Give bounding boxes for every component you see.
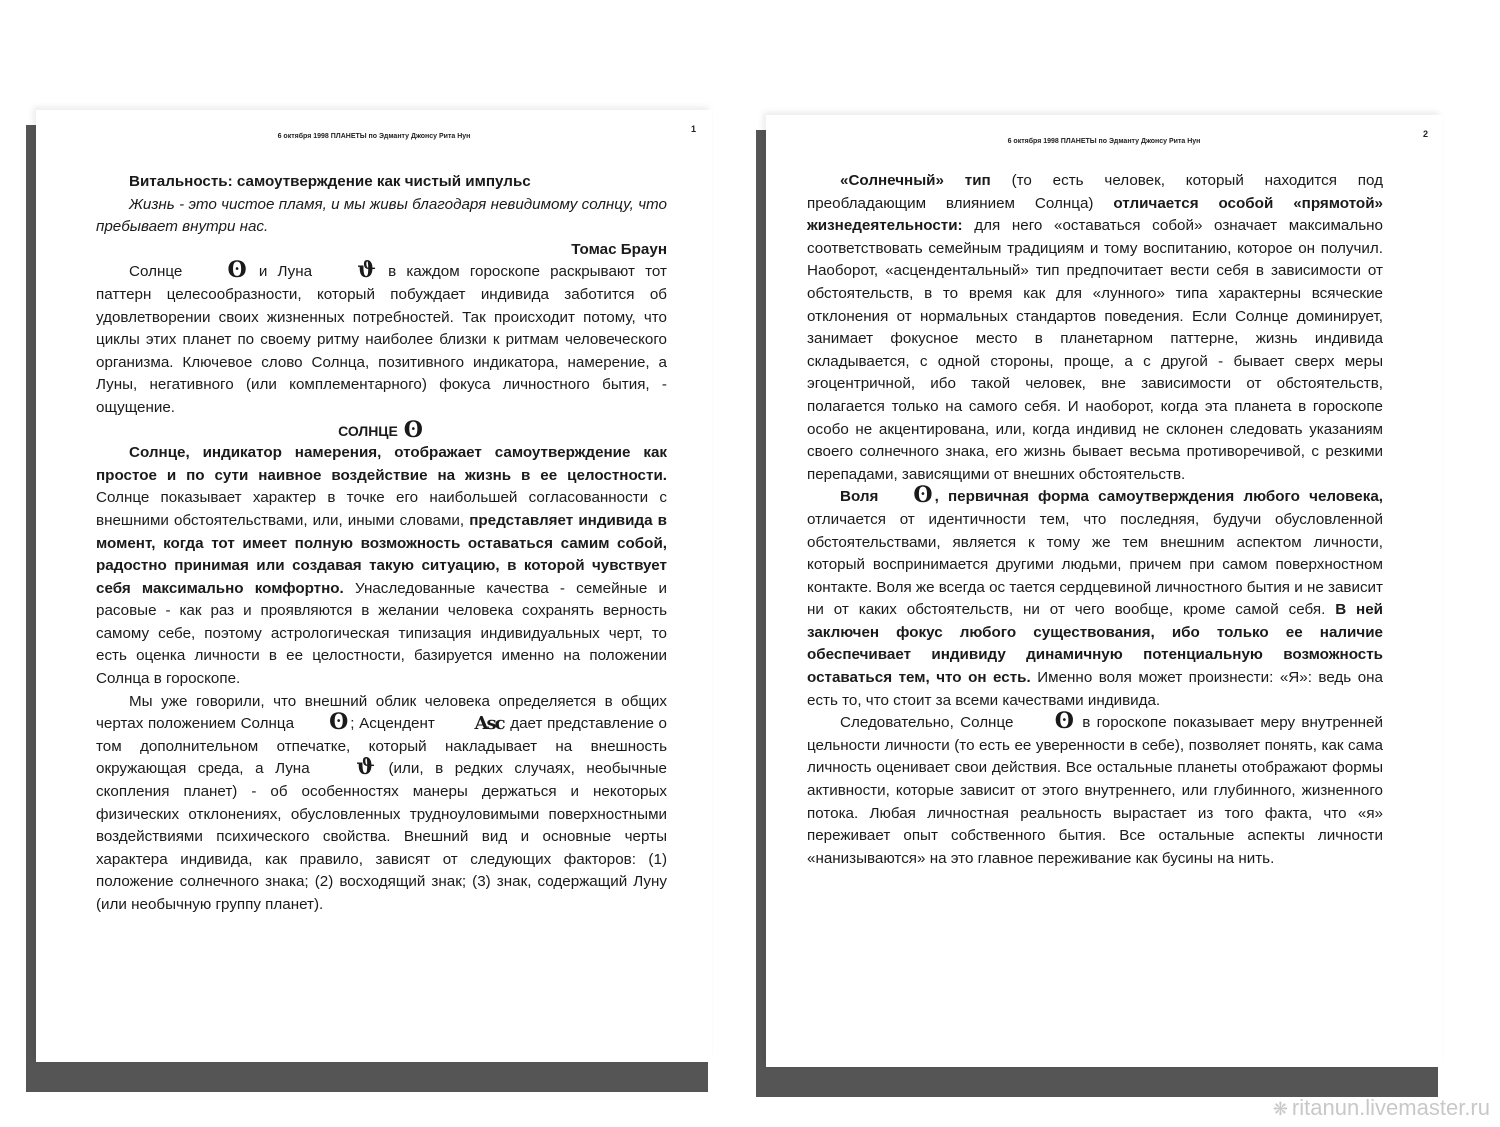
bold-text: Воля [840, 488, 879, 506]
paragraph [807, 708, 1383, 870]
paragraph [96, 691, 667, 917]
text: Мы уже говорили, что внешний облик человека определяется в общих чертах положением Солнца [96, 692, 667, 733]
epigraph-author: Томас Браун [571, 240, 667, 258]
sun-symbol-icon: ʘ [1054, 708, 1074, 735]
sun-symbol-icon: ʘ [403, 416, 423, 443]
text: Именно воля может произнести: «Я»: ведь она есть то, что стоит за всеми качествами индивида. [807, 669, 1384, 709]
paragraph [807, 170, 1383, 486]
sun-symbol-icon: ʘ [329, 709, 349, 736]
page-number: 2 [1422, 129, 1428, 139]
text: Солнце показывает характер в точке его наибольшей согласованности с внешними обстоятельствами, или, иными словами, [96, 489, 667, 529]
text: Следовательно, Солнце [840, 714, 1014, 732]
sun-symbol-icon: ʘ [913, 482, 933, 509]
section-heading: Витальность: самоутверждение как чистый импульс [129, 173, 531, 190]
document-page-2 [766, 115, 1442, 1067]
ascendant-symbol-icon: Asc [474, 713, 504, 735]
flower-icon: ❋ [1272, 1099, 1288, 1119]
page-number: 1 [690, 124, 696, 134]
paragraph [96, 257, 667, 419]
section-title-text: СОЛНЦЕ [338, 422, 398, 439]
bold-text: , первичная форма самоутверждения любого человека, [934, 488, 1383, 506]
text: (или, в редких случаях, необычные скопления планет) - об особенностях манеры держаться и некоторых физических отклонениях, обусловленных трудноуловимыми поверхностными воздействиями психического свойства. Внешний вид и основные черты характера индивида, как правило, зависят от следующих факторов: (1) положение солнечного знака; (2) восходящий знак; (3) знак, содержащий Луну (или необычную группу планет). [96, 760, 667, 913]
bold-text: отличается особой «прямотой» жизнедеятельности: [807, 194, 1383, 235]
paragraph [807, 482, 1384, 712]
bold-text: представляет индивида в момент, когда тот имеет полную возможность оставаться самим собой, радостно принимая или создавая такую ситуацию, в которой чувствует себя максимально комфортно. [96, 511, 667, 597]
page-body [96, 171, 667, 917]
text: дает представление о том дополнительном отпечатке, который накладывает на внешность окружающая среда, а Луна [96, 715, 667, 778]
text: отличается от идентичности тем, что последняя, будучи обусловленной обстоятельствами, является к тому же тем внешним аспектом личности, который воспринимается другими людьми, причем при самом поверхностном контакте. Воля же всегда ос тается сердцевиной личностного бытия и не зависит ни от каких обстоятельств, ни от чего вообще, кроме самой себя. [807, 510, 1383, 619]
page-body [807, 170, 1383, 870]
bold-text: Солнце, индикатор намерения, отображает самоутверждение как простое и по сути наивное воздействие на жизнь в ее целостности. [96, 444, 667, 484]
running-header: 6 октября 1998 ПЛАНЕТЫ по Эдманту Джонсу Рита Нун [1007, 138, 1201, 145]
epigraph: Жизнь - это чистое пламя, и мы живы благодаря невидимому солнцу, что пребывает внутри нас. [96, 195, 667, 236]
text: для него «оставаться собой» означает максимально соответствовать семейным традициям и тому воспитанию, которое он получил. Наоборот, «асцендентальный» тип предпочитает вести себя в зависимости от обстоятельств, в то время как для «лунного» типа характерны всяческие отклонения от нормальных стандартов поведения. Если Солнце доминирует, занимает фокусное место в планетарном паттерне, жизнь индивида складывается, с одной стороны, проще, а с другой - бывает сверх меры эгоцентричной, ибо такой человек, вне зависимости от обстоятельств, полагается только на самого себя. И наоборот, когда эта планета в гороскопе особо не акцентирована, или, когда индивид не склонен следовать указаниям своего солнечного знака, его жизнь бывает весьма противоречивой, с резкими перепадами, зависящими от внешних обстоятельств. [807, 217, 1383, 483]
section-title [96, 416, 667, 443]
moon-symbol-icon: ϑ [357, 257, 376, 284]
watermark [1273, 1095, 1490, 1121]
text: ; Асцендент [350, 715, 435, 733]
text: в гороскопе показывает меру внутренней цельности личности (то есть ее уверенности в себе), позволяет понять, как сама личность оценивает свои действия. Все остальные планеты отображают формы активности, которые зависит от этого внутреннего, или глубинного, жизненного потока. Любая личностная реальность вырастает из того факта, что «я» переживает опыт собственного бытия. Все остальные аспекты личности «нанизываются» на это главное переживание как бусины на нить. [807, 714, 1383, 867]
document-page-1 [36, 110, 712, 1062]
text: в каждом гороскопе раскрывают тот паттерн целесообразности, который побуждает индивида заботится об удовлетворении своих жизненных потребностей. Так происходит потому, что циклы этих планет по своему ритму наиболее близки к ритмам человеческого организма. Ключевое слово Солнца, позитивного индикатора, намерение, а Луны, негативного (или комплементарного) фокуса личностного бытия, - ощущение. [96, 263, 667, 416]
sun-symbol-icon: ʘ [227, 257, 247, 284]
text: Унаследованные качества - семейные и расовые - как раз и проявляются в желании человека сохранять верность самому себе, поэтому астрологическая типизация индивидуальных черт, то есть оценка личности в ее целостности, базируется именно на положении Солнца в гороскопе. [96, 579, 667, 688]
watermark-text: ritanun.livemaster.ru [1291, 1095, 1490, 1120]
text: Солнце [129, 263, 183, 281]
bold-text: «Солнечный» тип [840, 172, 991, 189]
text: (то есть человек, который находится под преобладающим влиянием Солнца) [807, 172, 1383, 212]
text: и Луна [258, 263, 313, 281]
paragraph [96, 442, 667, 691]
running-header: 6 октября 1998 ПЛАНЕТЫ по Эдманту Джонсу Рита Нун [277, 133, 471, 140]
moon-symbol-icon: ϑ [356, 754, 375, 781]
bold-text: В ней заключен фокус любого существования, ибо только ее наличие обеспечивает индивиду динамичную потенциальную возможность оставаться тем, что он есть. [807, 601, 1384, 687]
